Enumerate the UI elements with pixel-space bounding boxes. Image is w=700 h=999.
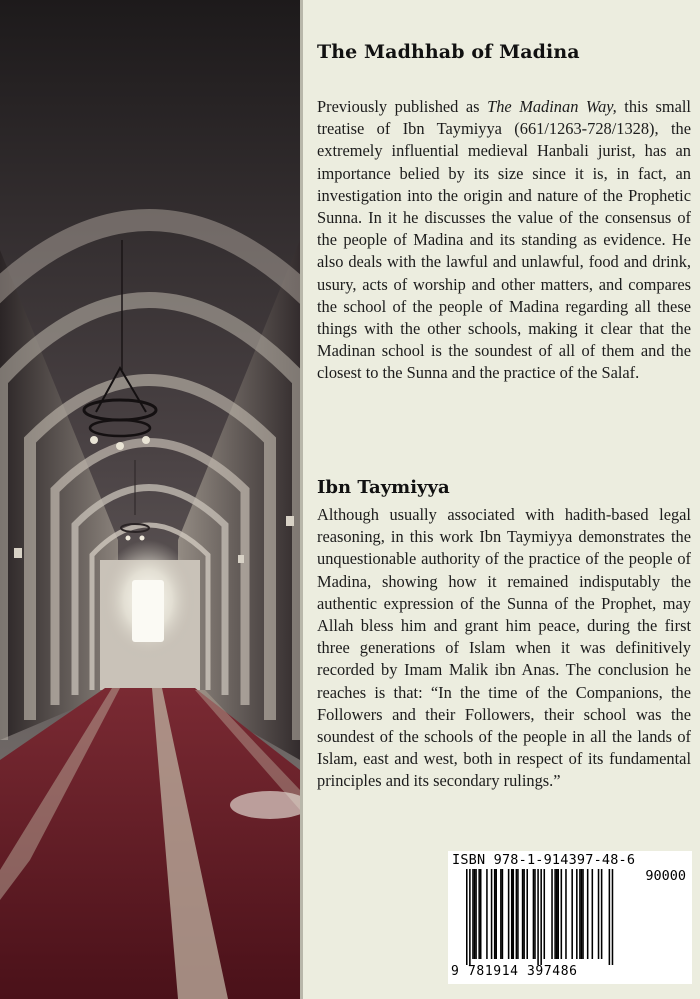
barcode-bar	[522, 869, 524, 959]
barcode-bar	[571, 869, 573, 959]
barcode-bar	[513, 869, 515, 959]
isbn-label: ISBN 978-1-914397-48-6	[452, 852, 636, 868]
barcode-bar	[533, 869, 535, 959]
book-description	[317, 96, 691, 385]
barcode-bar	[598, 869, 600, 959]
barcode-bar	[466, 869, 468, 965]
barcode-bar	[551, 869, 553, 959]
barcode-bar	[601, 869, 603, 959]
description-body: this small treatise of Ibn Taymiyya (661/1263-728/1328), the extremely influential medieval Hanbali jurist, has an importance belied by its size since it is, in fact, an investigation into the origin and nature of the Prophetic Sunna. In it he discusses the value of the consensus of the people of Madina and its standing as evidence. He also deals with the lawful and unlawful, food and drink, usury, acts of worship and other matters, and compares the school of the people of Madina regarding all these things with the other schools, making it clear that the Madinan school is the soundest of all of them and the closest to the Sunna and the practice of the Salaf.	[317, 97, 691, 383]
book-title: The Madhhab of Madina	[317, 41, 580, 63]
barcode-bar	[582, 869, 584, 959]
barcode-bar	[579, 869, 581, 959]
barcode-bar	[475, 869, 477, 959]
barcode-bar	[474, 869, 476, 959]
ean-digits: 781914 397486	[468, 964, 578, 979]
barcode-bar	[491, 869, 493, 959]
barcode-bar	[565, 869, 567, 959]
description-lead: Previously published as	[317, 97, 488, 116]
barcode-bar	[523, 869, 525, 959]
barcode-bar	[517, 869, 519, 959]
barcode-bar	[592, 869, 594, 959]
cover-photo-mosque-arcade	[0, 0, 300, 999]
barcode-bar	[537, 869, 539, 965]
barcode-bar	[472, 869, 474, 959]
barcode-bar	[612, 869, 614, 965]
barcode-bar	[495, 869, 497, 959]
barcode-bar	[508, 869, 510, 959]
barcode-bar	[581, 869, 583, 959]
barcode-bar	[609, 869, 611, 965]
barcode-bar	[561, 869, 563, 959]
barcode-bar	[500, 869, 502, 959]
barcode-bar	[486, 869, 488, 959]
barcode-bar	[478, 869, 480, 959]
author-heading: Ibn Taymiyya	[317, 477, 450, 498]
barcode-bar	[469, 869, 471, 965]
barcode-bar	[526, 869, 528, 959]
barcode-bar	[534, 869, 536, 959]
barcode-bar	[557, 869, 559, 959]
isbn-barcode	[448, 851, 692, 984]
barcode-bar	[554, 869, 556, 959]
barcode-bar	[480, 869, 482, 959]
back-cover-text-panel	[303, 0, 700, 999]
ean-first-digit: 9	[451, 964, 459, 979]
barcode-bar	[502, 869, 504, 959]
author-bio: Although usually associated with hadith-based legal reasoning, in this work Ibn Taymiyya demonstrates the unquestionable authority of the practice of the people of Madina, showing how it remained indisputably the authentic expression of the Sunna of the Prophet, may Allah bless him and grant him peace, during the first three generations of Islam when it was definitively recorded by Imam Malik ibn Anas. The conclusion he reaches is that: “In the time of the Companions, the Followers and their Followers, their school was the soundest of the schools of the people in all the lands of Islam, east and west, both in respect of its fundamental principles and its secondary rulings.”	[317, 505, 691, 791]
barcode-bar	[494, 869, 496, 959]
barcode-bar	[587, 869, 589, 959]
barcode-bar	[576, 869, 578, 959]
barcode-bar	[556, 869, 558, 959]
price-code: 90000	[645, 868, 686, 884]
barcode-bar	[516, 869, 518, 959]
barcode-bar	[540, 869, 542, 965]
previous-title: The Madinan Way,	[487, 97, 617, 116]
barcode-bar	[511, 869, 513, 959]
barcode-bar	[544, 869, 546, 959]
